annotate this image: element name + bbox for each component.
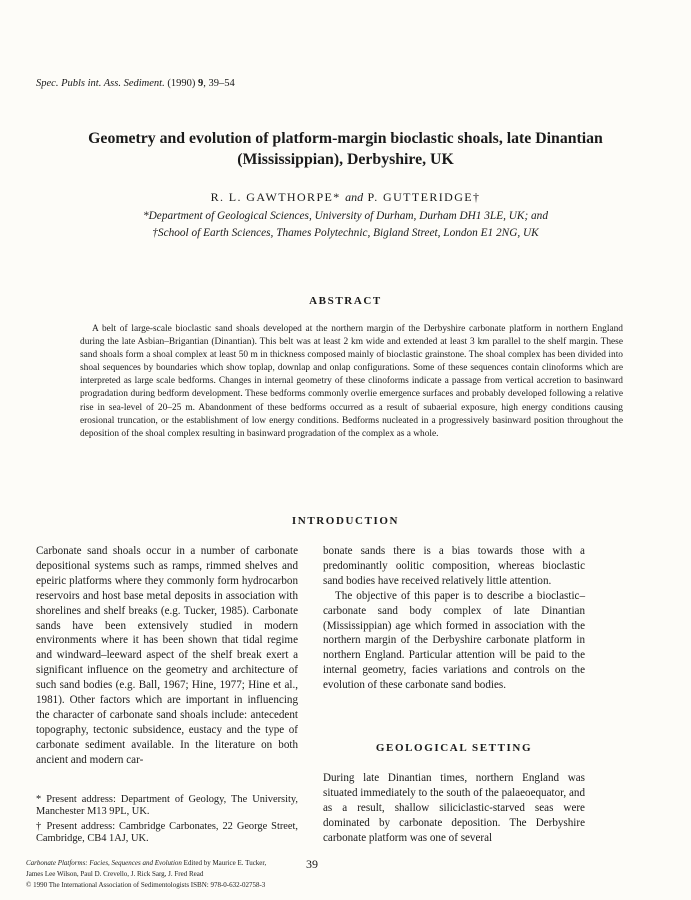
introduction-paragraph-1-continued: bonate sands there is a bias towards those with a predominantly oolitic composition, whereas bioclastic sand bodies have received relatively little attention.: [323, 545, 585, 587]
introduction-paragraph-2: The objective of this paper is to describe a bioclastic–carbonate sand body complex of late Dinantian (Mississippian) age which formed in association with the northern margin of the Derbyshire carbonate platform in northern England. Particular attention will be paid to the internal geometry, facies variations and controls on the evolution of these carbonate sand bodies.: [323, 589, 585, 692]
imprint-book-title: Carbonate Platforms: Facies, Sequences and Evolution: [26, 859, 182, 867]
introduction-paragraph-1: Carbonate sand shoals occur in a number of carbonate depositional systems such as ramps, rimmed shelves and epeiric platforms where they commonly form hydrocarbon reservoirs and host base metal deposits in association with shorelines and shelf breaks (e.g. Tucker, 1985). Carbonate sands have been extensively studied in modern environments where it has been shown that tidal regime and windward–leeward aspect of the shelf break exert a significant influence on the geometry and architecture of such sand bodies (e.g. Ball, 1967; Hine, 1977; Hine et al., 1981). Other factors which are important in influencing the character of carbonate sand shoals include: antecedent topography, tectonic subsidence, eustacy and the type of carbonate sediment available. In the literature on both ancient and modern car-: [36, 545, 298, 766]
journal-year: (1990): [167, 78, 196, 89]
abstract-heading: ABSTRACT: [309, 295, 382, 307]
imprint-line-2: James Lee Wilson, Paul D. Crevello, J. Rick Sarg, J. Fred Read: [26, 870, 204, 878]
journal-name: Spec. Publs int. Ass. Sediment.: [36, 78, 165, 89]
journal-volume: 9: [197, 78, 204, 89]
journal-pages: , 39–54: [203, 78, 235, 89]
introduction-right-column: [323, 544, 585, 693]
affiliation-durham: *Department of Geological Sciences, University of Durham, Durham DH1 3LE, UK; and: [143, 210, 548, 222]
footnotes: [36, 794, 298, 847]
geological-setting-heading: GEOLOGICAL SETTING: [375, 742, 533, 754]
imprint-editor: Edited by Maurice E. Tucker,: [181, 859, 267, 867]
imprint-line-3: © 1990 The International Association of Sedimentologists ISBN: 978-0-632-02758-3: [26, 881, 266, 889]
author-gutteridge: P. GUTTERIDGE†: [367, 190, 481, 204]
affiliation-thames: †School of Earth Sciences, Thames Polytechnic, Bigland Street, London E1 2NG, UK: [152, 226, 539, 239]
journal-citation: [36, 78, 235, 89]
geological-setting-body: [323, 771, 585, 846]
footnote-gutteridge: † Present address: Cambridge Carbonates, 22 George Street, Cambridge, CB4 1AJ, UK.: [36, 820, 298, 844]
imprint-line-1: [26, 858, 326, 869]
abstract-body: [80, 323, 623, 441]
geological-setting-paragraph: During late Dinantian times, northern England was situated immediately to the south of the palaeoequator, and as a result, shallow siliciclastic-starved seas were dominated by carbonate deposition. The Derbyshire carbonate platform was one of several: [323, 772, 585, 844]
page-number: 39: [306, 857, 318, 871]
paper-title: Geometry and evolution of platform-margin bioclastic shoals, late Dinantian (Mississippian), Derbyshire, UK: [88, 130, 603, 168]
introduction-left-column: [36, 544, 298, 768]
book-imprint: [26, 858, 326, 891]
abstract-text: A belt of large-scale bioclastic sand shoals developed at the northern margin of the Derbyshire carbonate platform in northern England during the late Asbian–Brigantian (Dinantian). This belt was at least 2 km wide and extended at least 3 km parallel to the shelf margin. These sand shoals form a shoal complex at least 50 m in thickness composed mainly of bioclastic grainstone. The shoal complex has been divided into shoal sequences by boundaries which show toplap, downlap and onlap configurations. Some of these sequences contain clinoforms which are interpreted as large scale bedforms. Changes in internal geometry of these clinoforms indicate a passage from vertical accretion to basinward progradation during bedform development. These bedforms commonly overlie emergence surfaces and probably developed following a relative rise in sea-level of 20–25 m. Abandonment of these bedforms occurred as a result of subaerial exposure, high energy conditions causing erosional truncation, or the establishment of low energy conditions. Bedforms nucleated in a progressively basinward position throughout the deposition of the shoal complex resulting in basinward progradation of the complex as a whole.: [80, 324, 623, 439]
author-line: [0, 190, 691, 205]
author-gawthorpe: R. L. GAWTHORPE*: [210, 190, 341, 204]
affiliations: [40, 208, 651, 241]
footnote-gawthorpe: * Present address: Department of Geology, The University, Manchester M13 9PL, UK.: [36, 794, 298, 818]
author-conjunction: and: [345, 190, 364, 204]
introduction-heading: INTRODUCTION: [291, 515, 400, 527]
